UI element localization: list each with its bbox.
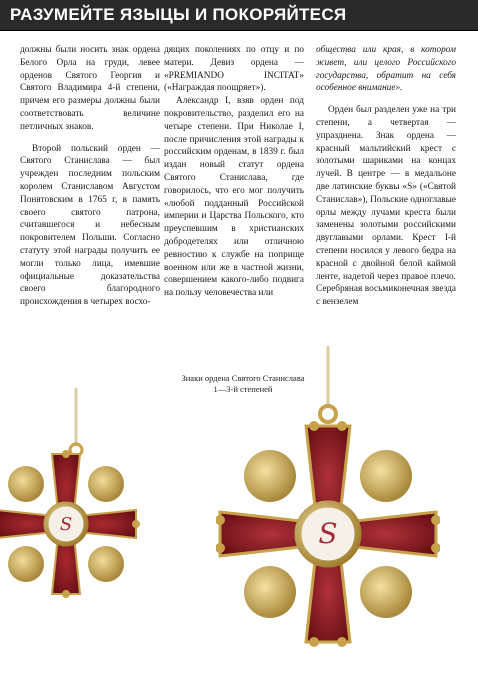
caption-line: Знаки ордена Святого Станислава (181, 373, 305, 383)
svg-text:S: S (59, 514, 73, 535)
caption-line: 1—3-й степеней (213, 384, 273, 394)
svg-text:S: S (318, 517, 338, 550)
paragraph: общества или края, в котором живет, или целого Российского государства, обратит на себя особенное внимание». (316, 45, 456, 94)
order-badge-image (216, 342, 440, 652)
paragraph: Александр I, взяв орден под покровительство, разделил его на четыре степени. При Николае I, после причисления этой награды к российским орденам, в 1839 г. был издан новый статут ордена Святого Станислава, где говорилось, что его мог получить «любой подданный Российской империи и Царства Польского, кто преуспевшим в христианских добродетелях или отличною ревностию к службе на поприще военном или же в частной жизни, совершением какого-либо подвига на пользу человечества или (164, 96, 304, 299)
order-badge-image (0, 384, 150, 624)
page-title: РАЗУМЕЙТЕ ЯЗЫЦЫ И ПОКОРЯЙТЕСЯ (10, 5, 347, 24)
paragraph: Второй польский орден — Святого Станислава — был учрежден последним польским королем Станиславом Августом Понятовским в 1765 г, в память своего святого патрона, считавшегося и небесным покровителем Польши. Согласно статуту этой награды получить ее могли только лица, имевшие официальные доказательства своего благородного происхождения в четырех восхо- (20, 143, 160, 308)
page-header (0, 0, 478, 31)
text-column-2 (164, 44, 304, 300)
text-column-1 (20, 44, 160, 309)
paragraph: должны были носить знак ордена Белого Орла на груди, левее орденов Святого Георгия и Святого Владимира 4-й степени, причем его размеры должны были соответствовать величине петличных знаков. (20, 45, 160, 132)
paragraph: дящих поколениях по отцу и по матери. Девиз ордена — «PREMIANDO INCITAT» («Награждая поощряет»). (164, 45, 304, 94)
text-column-3 (316, 44, 456, 309)
paragraph: Орден был разделен уже на три степени, а четвертая — упразднена. Знак ордена — красный мальтийский крест с золотыми шариками на концах лучей. В центре — в медальоне две латинские буквы «S» («Святой Станислав»), Польские одноглавые орлы между лучами креста были заменены золотыми российскими двуглавыми орлами. Крест I-й степени носился у левого бедра на красной с двойной белой каймой ленте, надетой через правое плечо. Серебряная восьмиконечная звезда с вензелем (316, 105, 456, 308)
